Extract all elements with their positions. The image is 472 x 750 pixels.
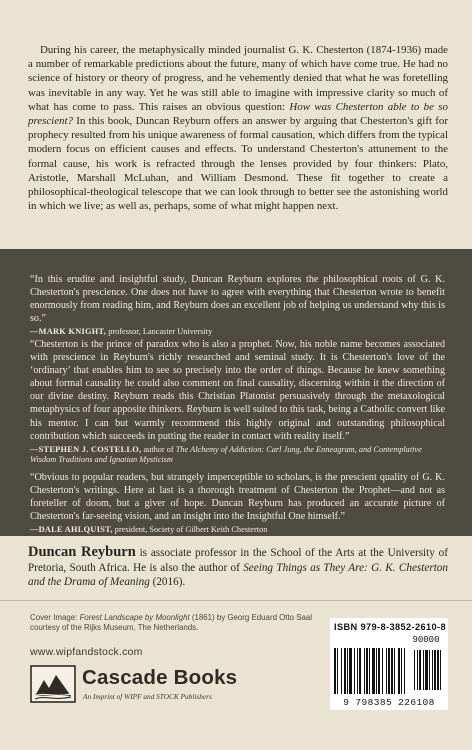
credit-details: (1861) by Georg Eduard Otto Saal courtesy of the Rijks Museum, The Netherlands.	[30, 613, 313, 632]
author-bio	[28, 545, 448, 590]
endorser-name: —DALE AHLQUIST,	[30, 525, 113, 535]
endorsements-panel	[0, 249, 472, 536]
barcode-block	[330, 618, 448, 710]
endorsement-attribution	[30, 525, 445, 536]
publisher-logo	[30, 665, 330, 720]
publisher-imprint: An Imprint of WIPF and STOCK Publishers	[83, 692, 212, 701]
publisher-url[interactable]: www.wipfandstock.com	[30, 646, 143, 658]
author-other-book: Seeing Things as They Are: G. K. Chesterton and the Drama of Meaning	[28, 561, 448, 589]
author-bio-text: is associate professor in the School of the Arts at the University of Pretoria, South Africa. He is also the author of	[28, 547, 448, 574]
endorsement-quote: “Chesterton is the prince of paradox who is also a prophet. Now, his noble name becomes associated with prescience in Reyburn's richly researched and seminal study. It is Chesterton's love of the ‘ordinary’ that enables him to see so precisely into the order of things. Because he knew something about formal causality he could also comment on final causality, discerning within it the direction of our divine destiny. Reyburn reads this Christian Platonist persuasively through the metaxological metaphysics of four apposite thinkers. Reyburn is well suited to this task, being a Catholic convert like his mentor. I can but warmly recommend this highly original and outstanding philosophical contribution which succeeds in putting the reader in contact with reality itself.”	[30, 339, 445, 442]
description-question: How was Chesterton able to be so prescient?	[28, 100, 448, 128]
author-book-year: (2016).	[149, 576, 186, 589]
credit-label: Cover Image:	[30, 613, 80, 622]
description-text-continued: In this book, Duncan Reyburn offers an answer by arguing that Chesterton's gift for prophecy resulted from his unique awareness of formal causation, which differs from the typical modern focus on efficient causes and effects. To understand Chesterton's attunement to the formal cause, his work is refracted through the lenses provided by four thinkers: Plato, Aristotle, Marshall McLuhan, and William Desmond. These fit together to create a philosophical-theological telescope that we can look through to better see the astonishing world in which we live; as well as, perhaps, some of what might happen next.	[28, 115, 448, 213]
endorser-book-title: The Alchemy of Addiction: Carl Jung, the Enneagram, and Contemplative Wisdom Traditions and Ignatian Mysticism	[30, 444, 422, 465]
price-code: 90000	[412, 635, 440, 645]
endorsement-quote: “In this erudite and insightful study, Duncan Reyburn explores the philosophical roots of G. K. Chesterton's prescience. One does not have to agree with everything that Chesterton wrote to benefit enormously from reading him, and Reyburn does an excellent job of helping us understand why this is so.”	[30, 274, 445, 325]
endorser-name: —STEPHEN J. COSTELLO,	[30, 444, 142, 454]
divider	[0, 600, 472, 601]
barcode-bars	[334, 648, 444, 696]
endorser-name: —MARK KNIGHT,	[30, 327, 107, 337]
cascade-logo-icon	[30, 665, 76, 703]
isbn-label: ISBN 979-8-3852-2610-8	[334, 622, 446, 632]
credit-painting-title: Forest Landscape by Moonlight	[79, 613, 190, 622]
cover-image-credit	[30, 613, 315, 633]
endorsement-attribution	[30, 327, 445, 338]
book-description	[28, 43, 448, 213]
endorsement-quote: “Obvious to popular readers, but strangely imperceptible to scholars, is the prescient quality of G. K. Chesterton's writings. Here at last is a thorough treatment of Chesterton the Prophet—and not as foreteller of doom, but a giver of hope. Duncan Reyburn has produced an accurate picture of Chesterton's far-seeing vision, and an insight into the Insightful One himself.”	[30, 472, 445, 523]
description-text: During his career, the metaphysically minded journalist G. K. Chesterton (1874-1936) made a number of remarkable predictions about the future, many of which have come true. He had no science of history or theory of progress, and he vehemently denied that what he was foretelling was inevitable in any way. Yet he was still able to imagine with impressive clarity so much of what has come to pass. This raises an obvious question:	[28, 44, 448, 113]
publisher-name: Cascade Books	[82, 666, 238, 689]
endorser-role: president, Society of Gilbert Keith Chesterton	[112, 525, 268, 535]
endorsement-1	[30, 273, 445, 338]
endorsement-2	[30, 338, 445, 466]
endorsement-3	[30, 471, 445, 536]
endorsement-attribution	[30, 445, 445, 466]
endorser-role: author of	[141, 444, 176, 454]
endorser-role: professor, Lancaster University	[106, 327, 213, 337]
author-name: Duncan Reyburn	[28, 544, 136, 560]
barcode-number: 9 798385 226108	[343, 697, 435, 708]
